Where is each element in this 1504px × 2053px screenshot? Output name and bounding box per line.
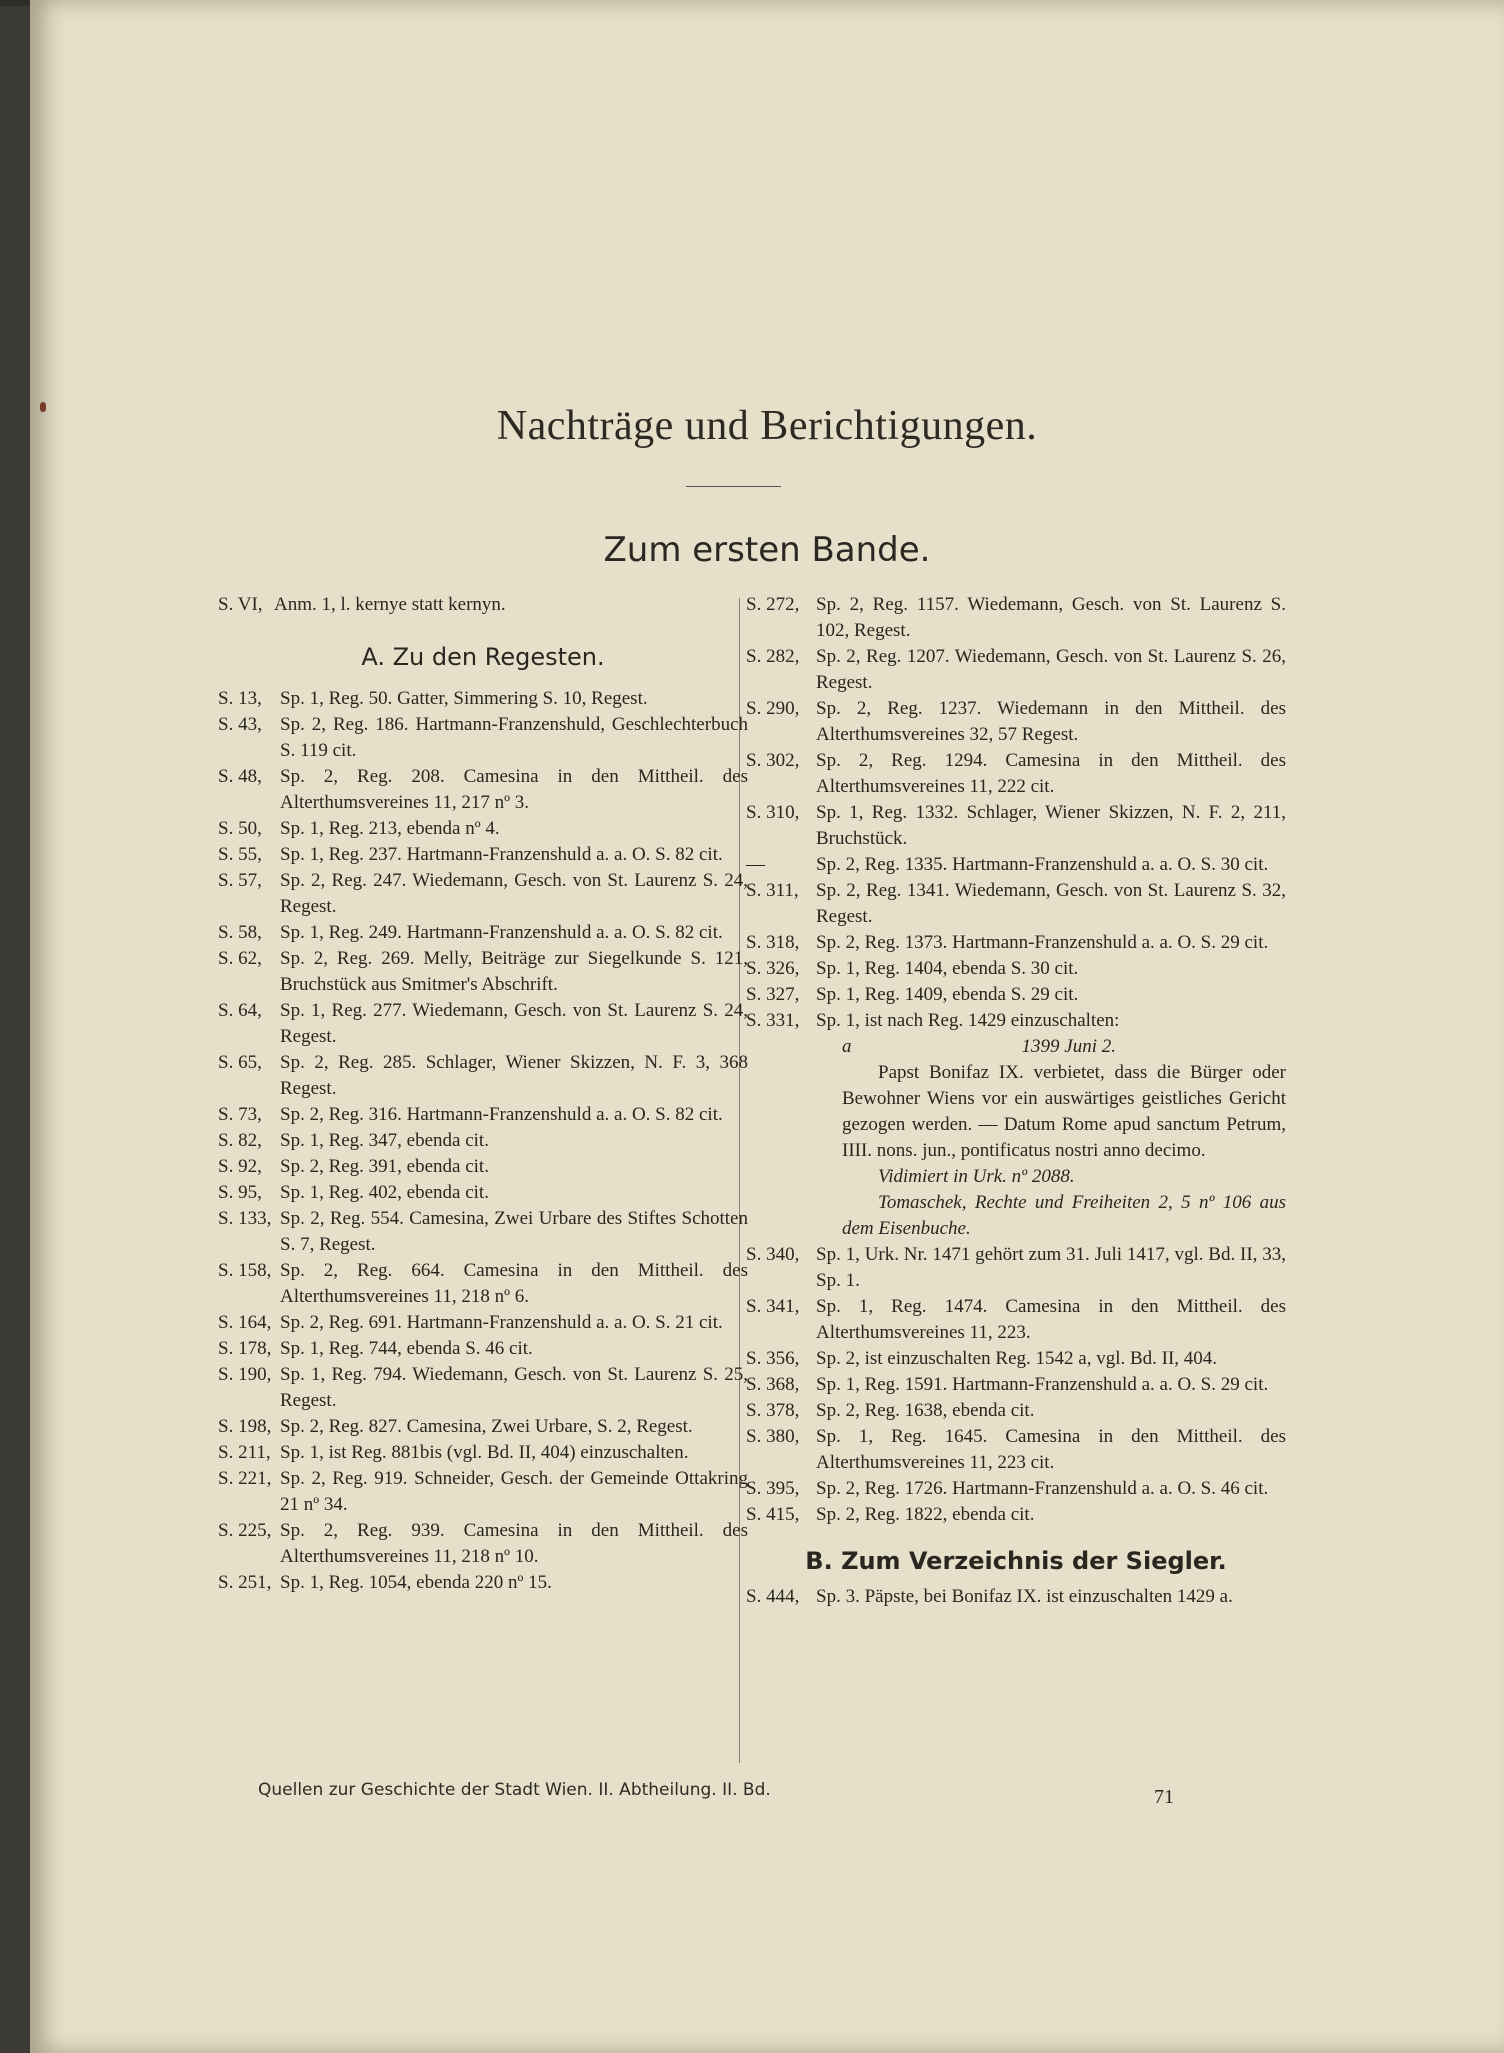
- list-item: [218, 920, 748, 946]
- entry-ref: S. 356,: [746, 1348, 800, 1369]
- entry-ref: S. 311,: [746, 880, 799, 901]
- insert-vidimus: Vidimiert in Urk. nº 2088.: [878, 1166, 1075, 1187]
- entry-text: Sp. 2, Reg. 1822, ebenda cit.: [816, 1504, 1035, 1525]
- entry-text: Sp. 1, Reg. 1474. Camesina in den Mittheil. des Alterthumsvereines 11, 223.: [816, 1296, 1286, 1343]
- insert-label: a: [842, 1036, 852, 1057]
- list-item: [746, 1372, 1286, 1398]
- page-title: Nachträge und Berichtigungen.: [496, 403, 1038, 449]
- entry-ref: S. 164,: [218, 1312, 272, 1333]
- title-rule: [686, 486, 781, 487]
- entry-ref: S. 395,: [746, 1478, 800, 1499]
- entry-text: Sp. 2, Reg. 827. Camesina, Zwei Urbare, S. 2, Regest.: [280, 1416, 693, 1437]
- entry-ref: S. 190,: [218, 1364, 272, 1385]
- entry-text: Sp. 2, Reg. 208. Camesina in den Mittheil. des Alterthumsvereines 11, 217 nº 3.: [280, 766, 748, 813]
- entry-text: Sp. 1, Reg. 1332. Schlager, Wiener Skizzen, N. F. 2, 211, Bruchstück.: [816, 802, 1286, 849]
- entry-text: Sp. 2, Reg. 664. Camesina in den Mittheil. des Alterthumsvereines 11, 218 nº 6.: [280, 1260, 748, 1307]
- entry-ref: S. 251,: [218, 1572, 272, 1593]
- inserted-document: [746, 1034, 1286, 1242]
- entry-ref: S. 211,: [218, 1442, 271, 1463]
- entry-text: Sp. 2, Reg. 269. Melly, Beiträge zur Siegelkunde S. 121, Bruchstück aus Smitmer's Abschrift.: [280, 948, 748, 995]
- list-item: [218, 1362, 748, 1414]
- entry-text: Sp. 1, Urk. Nr. 1471 gehört zum 31. Juli 1417, vgl. Bd. II, 33, Sp. 1.: [816, 1244, 1286, 1291]
- list-item: [746, 1008, 1286, 1034]
- entry-text: Sp. 1, ist Reg. 881bis (vgl. Bd. II, 404) einzuschalten.: [280, 1442, 689, 1463]
- section-heading-b: B. Zum Verzeichnis der Siegler.: [805, 1547, 1227, 1575]
- entry-text: Sp. 2, Reg. 247. Wiedemann, Gesch. von St. Laurenz S. 24, Regest.: [280, 870, 748, 917]
- book-page: [30, 0, 1504, 2053]
- entry-text: Sp. 2, Reg. 919. Schneider, Gesch. der Gemeinde Ottakring 21 nº 34.: [280, 1468, 748, 1515]
- entry-text: Sp. 1, Reg. 1404, ebenda S. 30 cit.: [816, 958, 1079, 979]
- entry-text: Sp. 2, Reg. 1207. Wiedemann, Gesch. von St. Laurenz S. 26, Regest.: [816, 646, 1286, 693]
- entry-text: Sp. 1, ist nach Reg. 1429 einzuschalten:: [816, 1010, 1120, 1031]
- entry-text: Sp. 2, Reg. 1726. Hartmann-Franzenshuld a. a. O. S. 46 cit.: [816, 1478, 1269, 1499]
- list-item: [746, 1476, 1286, 1502]
- list-item: [218, 1258, 748, 1310]
- list-item: [746, 1502, 1286, 1528]
- entry-ref: S. 158,: [218, 1260, 272, 1281]
- entry-ref: S. 327,: [746, 984, 800, 1005]
- entry-ref: S. 331,: [746, 1010, 800, 1031]
- list-item: [218, 816, 748, 842]
- list-item: [746, 956, 1286, 982]
- entry-text: Sp. 2, Reg. 554. Camesina, Zwei Urbare des Stiftes Schotten S. 7, Regest.: [280, 1208, 748, 1255]
- entry-text: Sp. 2, Reg. 1157. Wiedemann, Gesch. von St. Laurenz S. 102, Regest.: [816, 594, 1286, 641]
- list-item: [218, 764, 748, 816]
- entry-ref: S. 380,: [746, 1426, 800, 1447]
- list-item: [746, 800, 1286, 852]
- entry-text: Sp. 2, ist einzuschalten Reg. 1542 a, vgl. Bd. II, 404.: [816, 1348, 1218, 1369]
- entry-text: Sp. 2, Reg. 1335. Hartmann-Franzenshuld a. a. O. S. 30 cit.: [816, 854, 1269, 875]
- list-item: [218, 686, 748, 712]
- entry-ref: S. 302,: [746, 750, 800, 771]
- entry-ref: S. 58,: [218, 922, 262, 943]
- entry-ref: S. 57,: [218, 870, 262, 891]
- entry-ref: S. 82,: [218, 1130, 262, 1151]
- list-item: [218, 1466, 748, 1518]
- left-entry-list: [218, 686, 748, 1596]
- entry-ref: S. 290,: [746, 698, 800, 719]
- list-item: [218, 1102, 748, 1128]
- entry-text: Sp. 1, Reg. 249. Hartmann-Franzenshuld a. a. O. S. 82 cit.: [280, 922, 723, 943]
- right-entry-list: [746, 592, 1286, 1034]
- entry-ref: S. 326,: [746, 958, 800, 979]
- entry-text: Sp. 1, Reg. 237. Hartmann-Franzenshuld a. a. O. S. 82 cit.: [280, 844, 723, 865]
- entry-text: Sp. 1, Reg. 402, ebenda cit.: [280, 1182, 489, 1203]
- entry-ref: S. 65,: [218, 1052, 262, 1073]
- insert-date: 1399 Juni 2.: [1021, 1036, 1116, 1057]
- entry-text: Sp. 2, Reg. 285. Schlager, Wiener Skizzen, N. F. 3, 368 Regest.: [280, 1052, 748, 1099]
- list-item: [218, 842, 748, 868]
- entry-text: Sp. 1, Reg. 347, ebenda cit.: [280, 1130, 489, 1151]
- list-item: [218, 1180, 748, 1206]
- entry-ref: S. 178,: [218, 1338, 272, 1359]
- list-item: [218, 1570, 748, 1596]
- entry-ref: S. 272,: [746, 594, 800, 615]
- entry-ref: S. 92,: [218, 1156, 262, 1177]
- list-item: [218, 1050, 748, 1102]
- list-item: [746, 852, 1286, 878]
- list-item: [218, 1128, 748, 1154]
- list-item: [218, 1440, 748, 1466]
- entry-text: Sp. 2, Reg. 1341. Wiedemann, Gesch. von St. Laurenz S. 32, Regest.: [816, 880, 1286, 927]
- entry-text: Sp. 1, Reg. 277. Wiedemann, Gesch. von St. Laurenz S. 24, Regest.: [280, 1000, 748, 1047]
- left-column: [218, 592, 748, 1596]
- entry-text: Sp. 2, Reg. 391, ebenda cit.: [280, 1156, 489, 1177]
- insert-paragraph: Papst Bonifaz IX. verbietet, dass die Bürger oder Bewohner Wiens vor ein auswärtiges geistliches Gericht gezogen werden. — Datum Rome apud sanctum Petrum, IIII. nons. jun., pontificatus nostri anno decimo.: [842, 1062, 1286, 1161]
- entry-ref: —: [746, 854, 765, 875]
- entry-ref: S. 73,: [218, 1104, 262, 1125]
- list-item: [746, 1424, 1286, 1476]
- entry-ref: S. 282,: [746, 646, 800, 667]
- entry-text: Sp. 2, Reg. 939. Camesina in den Mittheil. des Alterthumsvereines 11, 218 nº 10.: [280, 1520, 748, 1567]
- entry-text: Anm. 1, l. kernye statt kernyn.: [274, 594, 506, 615]
- entry-ref: S. 64,: [218, 1000, 262, 1021]
- entry-ref: S. 133,: [218, 1208, 272, 1229]
- list-item: [218, 1518, 748, 1570]
- list-item: [746, 1242, 1286, 1294]
- page-number: 71: [1154, 1786, 1174, 1808]
- entry-text: Sp. 2, Reg. 691. Hartmann-Franzenshuld a. a. O. S. 21 cit.: [280, 1312, 723, 1333]
- section-heading-a: A. Zu den Regesten.: [361, 643, 605, 671]
- entry-ref: S. 368,: [746, 1374, 800, 1395]
- entry-text: Sp. 1, Reg. 794. Wiedemann, Gesch. von St. Laurenz S. 25, Regest.: [280, 1364, 748, 1411]
- entry-ref: S. 444,: [746, 1586, 800, 1607]
- entry-text: Sp. 2, Reg. 316. Hartmann-Franzenshuld a. a. O. S. 82 cit.: [280, 1104, 723, 1125]
- list-item: [746, 1584, 1286, 1610]
- entry-ref: S. 198,: [218, 1416, 272, 1437]
- list-item: [746, 930, 1286, 956]
- entry-ref: S. 48,: [218, 766, 262, 787]
- entry-text: Sp. 1, Reg. 1591. Hartmann-Franzenshuld a. a. O. S. 29 cit.: [816, 1374, 1269, 1395]
- insert-source: Tomaschek, Rechte und Freiheiten 2, 5 nº 106 aus dem Eisenbuche.: [842, 1192, 1286, 1239]
- entry-text: Sp. 1, Reg. 1054, ebenda 220 nº 15.: [280, 1572, 552, 1593]
- entry-ref: S. 378,: [746, 1400, 800, 1421]
- entry-ref: S. 318,: [746, 932, 800, 953]
- list-item: [746, 1294, 1286, 1346]
- entry-ref: S. 225,: [218, 1520, 272, 1541]
- entry-text: Sp. 1, Reg. 213, ebenda nº 4.: [280, 818, 500, 839]
- list-item: [746, 878, 1286, 930]
- list-item: [746, 696, 1286, 748]
- list-item: [218, 998, 748, 1050]
- entry-text: Sp. 2, Reg. 1373. Hartmann-Franzenshuld a. a. O. S. 29 cit.: [816, 932, 1269, 953]
- entry-text: Sp. 2, Reg. 1294. Camesina in den Mittheil. des Alterthumsvereines 11, 222 cit.: [816, 750, 1286, 797]
- entry-ref: S. 13,: [218, 688, 262, 709]
- entry-text: Sp. 2, Reg. 186. Hartmann-Franzenshuld, Geschlechterbuch S. 119 cit.: [280, 714, 748, 761]
- list-item: [218, 1206, 748, 1258]
- entry-text: Sp. 1, Reg. 50. Gatter, Simmering S. 10, Regest.: [280, 688, 648, 709]
- entry-text: Sp. 1, Reg. 1409, ebenda S. 29 cit.: [816, 984, 1079, 1005]
- entry-ref: S. 221,: [218, 1468, 272, 1489]
- entry-ref: S. 341,: [746, 1296, 800, 1317]
- list-item: [746, 1346, 1286, 1372]
- list-item: [218, 712, 748, 764]
- footer-source-line: Quellen zur Geschichte der Stadt Wien. II. Abtheilung. II. Bd.: [258, 1780, 771, 1800]
- list-item: [218, 868, 748, 920]
- list-item: [746, 982, 1286, 1008]
- entry-ref: S. 43,: [218, 714, 262, 735]
- right-entry-list-2: [746, 1242, 1286, 1528]
- entry-text: Sp. 2, Reg. 1237. Wiedemann in den Mittheil. des Alterthumsvereines 32, 57 Regest.: [816, 698, 1286, 745]
- list-item: [746, 748, 1286, 800]
- entry-ref: S. 415,: [746, 1504, 800, 1525]
- entry-ref: S. VI,: [218, 594, 263, 615]
- entry-text: Sp. 3. Päpste, bei Bonifaz IX. ist einzuschalten 1429 a.: [816, 1586, 1233, 1607]
- entry-ref: S. 55,: [218, 844, 262, 865]
- entry-ref: S. 310,: [746, 802, 800, 823]
- right-column: [746, 592, 1286, 1610]
- list-item: [218, 1310, 748, 1336]
- entry-text: Sp. 1, Reg. 1645. Camesina in den Mittheil. des Alterthumsvereines 11, 223 cit.: [816, 1426, 1286, 1473]
- entry-text: Sp. 1, Reg. 744, ebenda S. 46 cit.: [280, 1338, 533, 1359]
- entry-ref: S. 95,: [218, 1182, 262, 1203]
- list-item: [218, 1414, 748, 1440]
- list-item: [746, 1398, 1286, 1424]
- list-item: [746, 644, 1286, 696]
- page-subtitle: Zum ersten Bande.: [603, 530, 931, 570]
- list-item: [218, 1154, 748, 1180]
- entry-ref: S. 50,: [218, 818, 262, 839]
- list-item: [218, 946, 748, 998]
- entry-ref: S. 340,: [746, 1244, 800, 1265]
- insert-header: [842, 1034, 1286, 1060]
- entry-ref: S. 62,: [218, 948, 262, 969]
- list-item: [746, 592, 1286, 644]
- entry-text: Sp. 2, Reg. 1638, ebenda cit.: [816, 1400, 1035, 1421]
- list-item: [218, 592, 748, 618]
- list-item: [218, 1336, 748, 1362]
